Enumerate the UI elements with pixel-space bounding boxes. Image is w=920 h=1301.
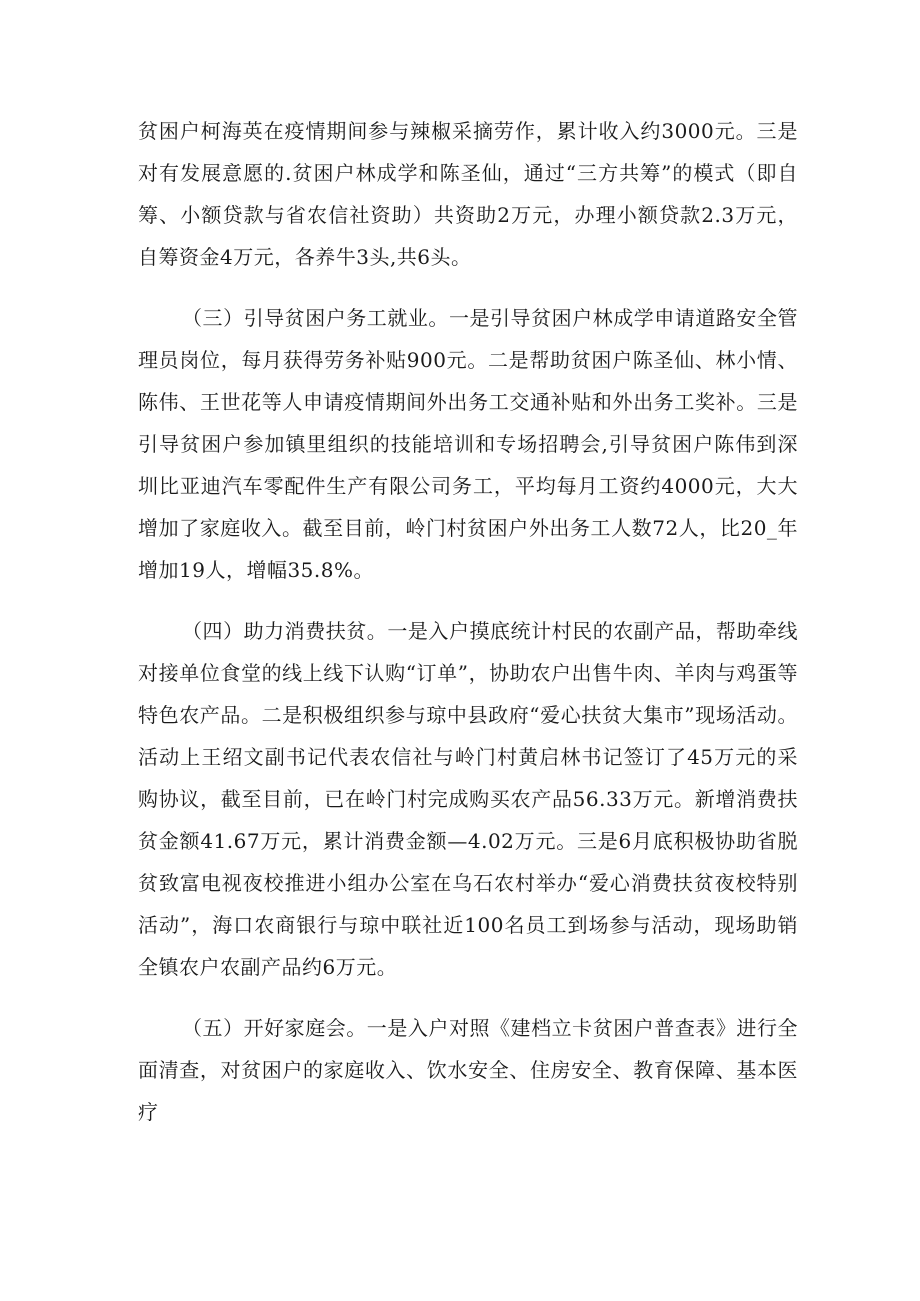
paragraph-section-5: （五）开好家庭会。一是入户对照《建档立卡贫困户普查表》进行全面清查，对贫困户的家庭收入、饮水安全、住房安全、教育保障、基本医疗 [138, 1016, 798, 1124]
paragraph-section-4: （四）助力消费扶贫。一是入户摸底统计村民的农副产品，帮助牵线对接单位食堂的线上线下认购“订单”，协助农户出售牛肉、羊肉与鸡蛋等特色农产品。二是积极组织参与琼中县政府“爱心扶贫大集市”现场活动。活动上王绍文副书记代表农信社与岭门村黄启林书记签订了45万元的采购协议，截至目前，已在岭门村完成购买农产品56.33万元。新增消费扶贫金额41.67万元，累计消费金额—4.02万元。三是6月底积极协助省脱贫致富电视夜校推进小组办公室在乌石农村举办“爱心消费扶贫夜校特别活动”，海口农商银行与琼中联社近100名员工到场参与活动，现场助销全镇农户农副产品约6万元。 [138, 619, 798, 979]
document-body [138, 110, 798, 1152]
paragraph-section-3: （三）引导贫困户务工就业。一是引导贫困户林成学申请道路安全管理员岗位，每月获得劳务补贴900元。二是帮助贫困户陈圣仙、林小情、陈伟、王世花等人申请疫情期间外出务工交通补贴和外出务工奖补。三是引导贫困户参加镇里组织的技能培训和专场招聘会,引导贫困户陈伟到深圳比亚迪汽车零配件生产有限公司务工，平均每月工资约4000元，大大增加了家庭收入。截至目前，岭门村贫困户外出务工人数72人，比20_年增加19人，增幅35.8%。 [138, 306, 798, 582]
paragraph-continuation: 贫困户柯海英在疫情期间参与辣椒采摘劳作，累计收入约3000元。三是对有发展意愿的.贫困户林成学和陈圣仙，通过“三方共筹”的模式（即自筹、小额贷款与省农信社资助）共资助2万元，办理小额贷款2.3万元，自筹资金4万元，各养牛3头,共6头。 [138, 119, 798, 269]
